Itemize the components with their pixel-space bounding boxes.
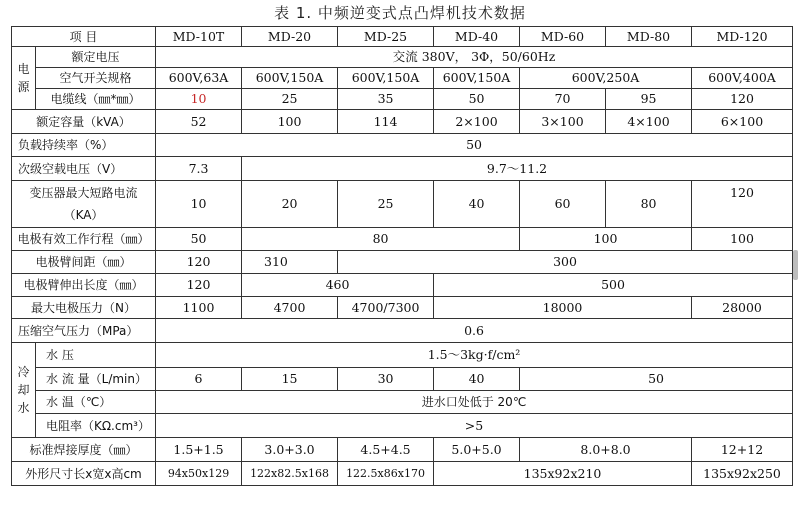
row-label: 外形尺寸长x宽x高cm: [12, 462, 156, 486]
cell-value: 122x82.5x168: [242, 462, 338, 486]
cell-value: 40: [434, 181, 520, 228]
cell-value: 4.5+4.5: [338, 438, 434, 462]
group-cooling: 冷 却 水: [12, 343, 36, 438]
scroll-indicator: [793, 250, 798, 280]
table-row: [12, 68, 793, 89]
row-label: 负载持续率（%）: [12, 134, 156, 157]
cell-value: 20: [242, 181, 338, 228]
table-row: [12, 438, 793, 462]
cell-value: 122.5x86x170: [338, 462, 434, 486]
header-model: MD-80: [606, 27, 692, 47]
cell-value: 52: [156, 110, 242, 134]
cell-value: 12+12: [692, 438, 793, 462]
cell-value: 50: [156, 228, 242, 251]
cell-value: 2×100: [434, 110, 520, 134]
group-power: 电 源: [12, 47, 36, 110]
cell-value: 120: [156, 274, 242, 297]
cell-value: 1.5～3kg·f/cm²: [156, 343, 793, 368]
header-item: 项 目: [12, 27, 156, 47]
cell-value: 50: [434, 89, 520, 110]
cell-value: 120: [692, 89, 793, 110]
table-row: [12, 319, 793, 343]
cell-value: 4700: [242, 297, 338, 319]
cell-value: 25: [242, 89, 338, 110]
cell-value: 100: [520, 228, 692, 251]
table-row: [12, 368, 793, 391]
table-row: [12, 414, 793, 438]
row-label: 电阻率（KΩ.cm³）: [36, 414, 156, 438]
cell-value: 100: [242, 110, 338, 134]
table-row: [12, 391, 793, 414]
row-label: 电极臂间距（㎜）: [12, 251, 156, 274]
cell-value: 600V,400A: [692, 68, 793, 89]
row-label: 变压器最大短路电流 （KA）: [12, 181, 156, 228]
cell-value: 5.0+5.0: [434, 438, 520, 462]
cell-value: 135x92x250: [692, 462, 793, 486]
cell-value: 15: [242, 368, 338, 391]
table-title: 表 1. 中频逆变式点凸焊机技术数据: [274, 4, 526, 22]
cell-value: 3.0+3.0: [242, 438, 338, 462]
header-model: MD-40: [434, 27, 520, 47]
table-row: [12, 343, 793, 368]
cell-value: 6×100: [692, 110, 793, 134]
cell-value: 50: [156, 134, 793, 157]
table-row: [12, 228, 793, 251]
cell-value: 95: [606, 89, 692, 110]
cell-value: 8.0+8.0: [520, 438, 692, 462]
cell-value: 4700/7300: [338, 297, 434, 319]
table-row: [12, 47, 793, 68]
cell-value: 310: [242, 251, 338, 274]
cell-value: 1.5+1.5: [156, 438, 242, 462]
cell-value: 70: [520, 89, 606, 110]
cell-value: 3×100: [520, 110, 606, 134]
cell-value: 7.3: [156, 157, 242, 181]
cell-value: 28000: [692, 297, 793, 319]
row-label: 标准焊接厚度（㎜）: [12, 438, 156, 462]
cell-value: >5: [156, 414, 793, 438]
row-label: 次级空载电压（V）: [12, 157, 156, 181]
row-label: 空气开关规格: [36, 68, 156, 89]
cell-value: 300: [338, 251, 793, 274]
cell-value: 1100: [156, 297, 242, 319]
cell-value: 80: [606, 181, 692, 228]
row-label: 电缆线（㎜*㎜）: [36, 89, 156, 110]
header-model: MD-120: [692, 27, 793, 47]
table-row: [12, 462, 793, 486]
cell-value: 600V,150A: [434, 68, 520, 89]
table-row: [12, 157, 793, 181]
cell-value: 50: [520, 368, 793, 391]
cell-value: 60: [520, 181, 606, 228]
row-label: 压缩空气压力（MPa）: [12, 319, 156, 343]
cell-value: 0.6: [156, 319, 793, 343]
cell-value: 600V,150A: [338, 68, 434, 89]
cell-value: 100: [692, 228, 793, 251]
table-row: [12, 297, 793, 319]
table-row: [12, 134, 793, 157]
cell-value: 600V,250A: [520, 68, 692, 89]
cell-value: 18000: [434, 297, 692, 319]
cell-value: 9.7～11.2: [242, 157, 793, 181]
cell-value: 135x92x210: [434, 462, 692, 486]
cell-value: 500: [434, 274, 793, 297]
cell-value: 25: [338, 181, 434, 228]
cell-value: 94x50x129: [156, 462, 242, 486]
row-label: 水 流 量（L/min）: [36, 368, 156, 391]
cell-value: 10: [156, 89, 242, 110]
cell-value: 460: [242, 274, 434, 297]
cell-value: 交流 380V， 3Φ，50/60Hz: [156, 47, 793, 68]
table-row: [12, 89, 793, 110]
row-label: 电极有效工作行程（㎜）: [12, 228, 156, 251]
table-row: [12, 181, 793, 228]
table-row: [12, 251, 793, 274]
row-label: 水 压: [36, 343, 156, 368]
row-label: 电极臂伸出长度（㎜）: [12, 274, 156, 297]
header-model: MD-60: [520, 27, 606, 47]
cell-value: 6: [156, 368, 242, 391]
cell-value: 120: [692, 181, 793, 228]
cell-value: 10: [156, 181, 242, 228]
header-model: MD-25: [338, 27, 434, 47]
row-label: 水 温（℃）: [36, 391, 156, 414]
table-row: [12, 274, 793, 297]
cell-value: 120: [156, 251, 242, 274]
cell-value: 30: [338, 368, 434, 391]
row-label: 最大电极压力（N）: [12, 297, 156, 319]
cell-value: 114: [338, 110, 434, 134]
header-model: MD-10T: [156, 27, 242, 47]
cell-value: 600V,63A: [156, 68, 242, 89]
cell-value: 4×100: [606, 110, 692, 134]
spec-table: [11, 26, 793, 486]
header-row: [12, 27, 793, 47]
cell-value: 35: [338, 89, 434, 110]
header-model: MD-20: [242, 27, 338, 47]
cell-value: 40: [434, 368, 520, 391]
row-label: 额定容量（kVA）: [12, 110, 156, 134]
cell-value: 进水口处低于 20℃: [156, 391, 793, 414]
row-label: 额定电压: [36, 47, 156, 68]
cell-value: 80: [242, 228, 520, 251]
cell-value: 600V,150A: [242, 68, 338, 89]
table-row: [12, 110, 793, 134]
